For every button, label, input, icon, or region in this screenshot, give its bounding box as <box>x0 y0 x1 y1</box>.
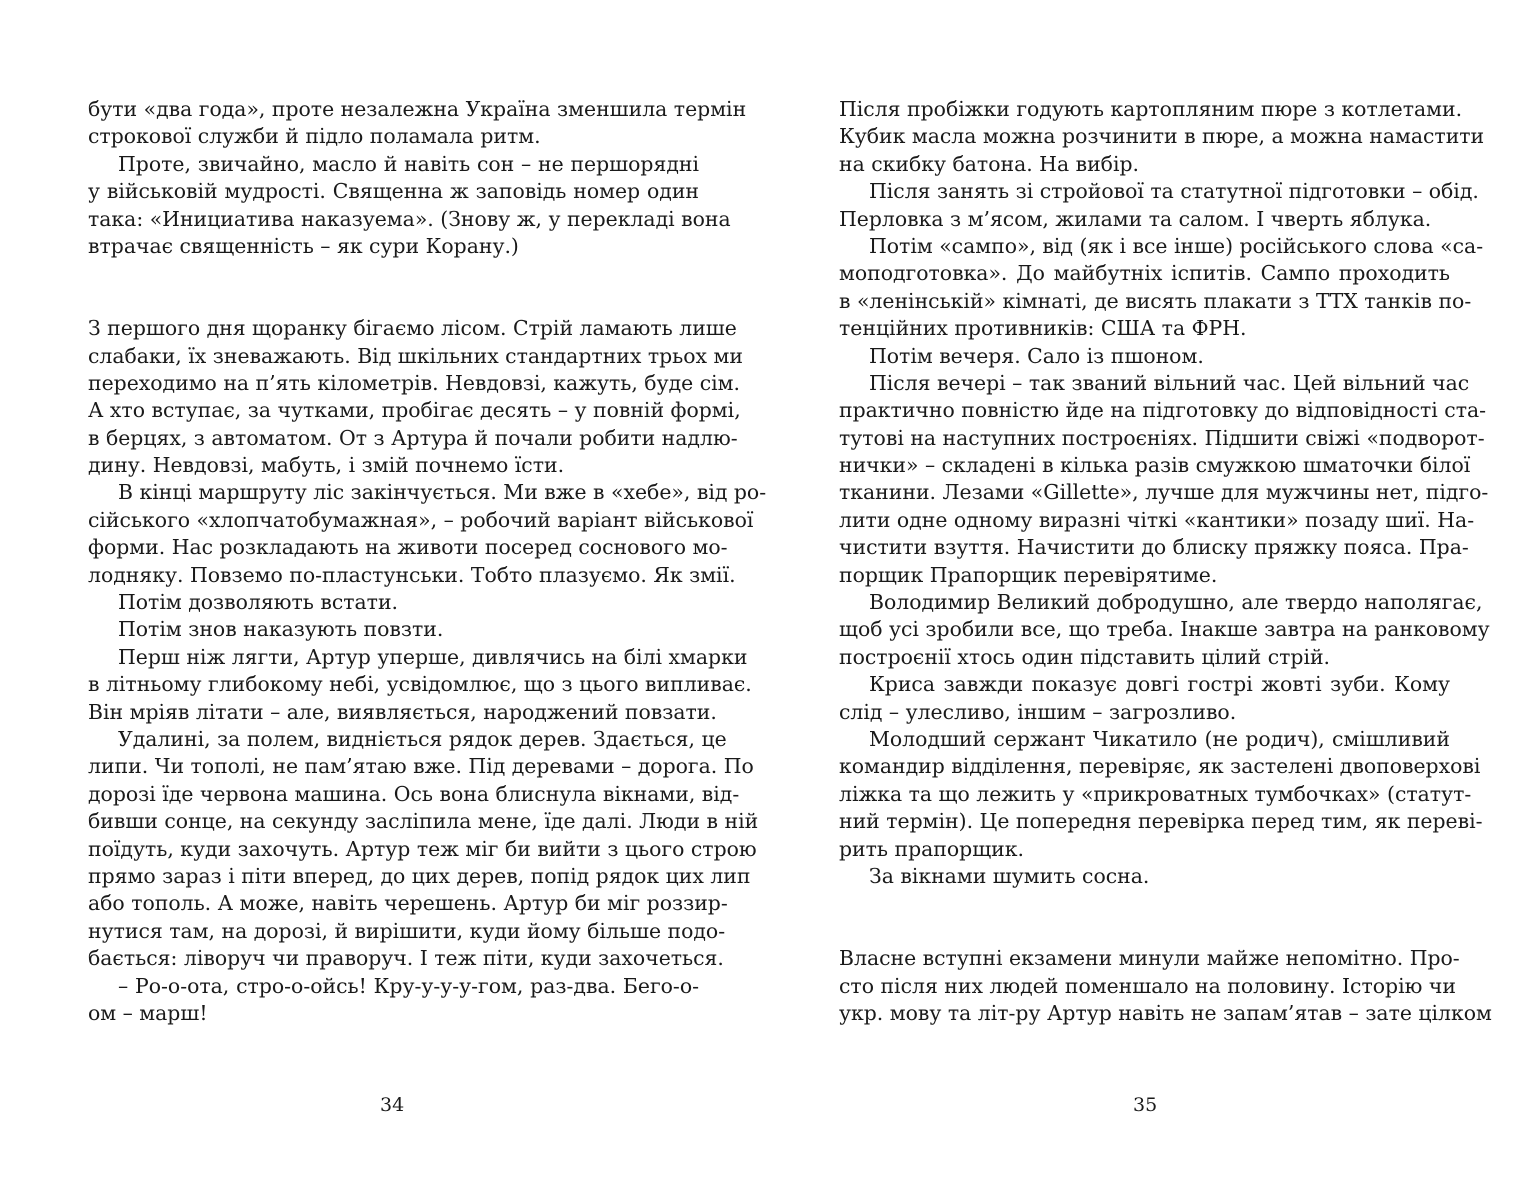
text-line: втрачає священність – як сури Корану.) <box>88 233 519 258</box>
page-number: 35 <box>1133 1094 1158 1116</box>
text-line: нички» – складені в кілька разів смужкою шматочки білої <box>839 453 1471 478</box>
text-line: Потім «сампо», від (як і все інше) російського слова «са- <box>869 233 1484 258</box>
text-line: або тополь. А може, навіть черешень. Артур би міг роззир- <box>88 891 728 916</box>
text-line: бути «два года», проте незалежна Україна зменшила термін <box>88 97 747 121</box>
text-line: В кінці маршруту ліс закінчується. Ми вже в «хебе», від ро- <box>118 480 767 505</box>
right-page <box>768 0 1536 1182</box>
text-line: дину. Невдовзі, мабуть, і змій почнемо їсти. <box>88 453 565 478</box>
text-line: бивши сонце, на секунду засліпила мене, їде далі. Люди в ній <box>88 809 759 834</box>
text-line: Потім дозволяють встати. <box>118 590 399 615</box>
section-break <box>839 918 1450 945</box>
text-line: переходимо на п’ять кілометрів. Невдовзі, кажуть, буде сім. <box>88 370 740 395</box>
text-line: Перш ніж лягти, Артур уперше, дивлячись на білі хмарки <box>118 644 748 669</box>
text-line: поїдуть, куди захочуть. Артур теж міг би вийти з цього строю <box>88 836 757 861</box>
text-line: нутися там, на дорозі, й вирішити, куди йому більше подо- <box>88 918 726 943</box>
text-line: ліжка та що лежить у «прикроватных тумбочках» (статут- <box>839 781 1472 806</box>
text-line: Удалині, за полем, видніється рядок дерев. Здається, це <box>118 726 727 751</box>
text-line: щоб усі зробили все, що треба. Інакше завтра на ранковому <box>839 617 1490 642</box>
right-page-text <box>839 96 1492 1027</box>
text-line: лити одне одному виразні чіткі «кантики» позаду шиї. На- <box>839 507 1475 532</box>
text-line: Він мріяв літати – але, виявляється, народжений повзати. <box>88 699 717 724</box>
text-line: рить прапорщик. <box>839 836 1024 861</box>
text-line: в літньому глибокому небі, усвідомлює, що з цього випливає. <box>88 672 752 697</box>
text-line: слід – улесливо, іншим – загрозливо. <box>839 699 1237 724</box>
text-line: Проте, звичайно, масло й навіть сон – не першорядні <box>118 151 699 176</box>
text-line: дорозі їде червона машина. Ось вона блиснула вікнами, від- <box>88 781 740 806</box>
text-line: Перловка з м’ясом, жилами та салом. І чверть яблука. <box>839 206 1432 231</box>
text-line: Після пробіжки годують картопляним пюре з котлетами. <box>839 97 1463 121</box>
text-line: тканини. Лезами «Gillette», лучше для мужчины нет, підго- <box>839 480 1489 505</box>
text-line: прямо зараз і піти вперед, до цих дерев, попід рядок цих лип <box>88 863 751 888</box>
text-line: в берцях, з автоматом. От з Артура й почали робити надлю- <box>88 425 738 450</box>
text-line: З першого дня щоранку бігаємо лісом. Стрій ламають лише <box>88 316 737 341</box>
text-line: сійського «хлопчатобумажная», – робочий варіант військової <box>88 507 754 532</box>
text-line: порщик Прапорщик перевірятиме. <box>839 562 1218 587</box>
text-line: – Ро-о-ота, стро-о-ойсь! Кру-у-у-у-гом, раз-два. Бего-о- <box>118 973 699 998</box>
text-line: на скибку батона. На вибір. <box>839 151 1140 176</box>
text-line: Після вечері – так званий вільний час. Цей вільний час <box>869 370 1470 395</box>
section-break <box>839 890 1450 917</box>
text-line: лодняку. Повземо по-пластунськи. Тобто плазуємо. Як змії. <box>88 562 736 587</box>
text-line: моподготовка». До майбутніх іспитів. Сампо проходить <box>839 261 1450 286</box>
text-line: така: «Инициатива наказуема». (Знову ж, у перекладі вона <box>88 206 731 231</box>
text-line: Кубик масла можна розчинити в пюре, а можна намастити <box>839 124 1485 149</box>
text-line: строкової служби й підло поламала ритм. <box>88 124 541 149</box>
text-line: ний термін). Це попередня перевірка перед тим, як переві- <box>839 809 1483 834</box>
text-line: тенційних противників: США та ФРН. <box>839 316 1247 341</box>
text-line: Власне вступні екзамени минули майже непомітно. Про- <box>839 946 1460 971</box>
text-line: слабаки, їх зневажають. Від шкільних стандартних трьох ми <box>88 343 743 368</box>
text-line: ом – марш! <box>88 1000 208 1025</box>
text-line: Потім вечеря. Сало із пшоном. <box>869 343 1204 368</box>
text-line: Після занять зі стройової та статутної підготовки – обід. <box>869 179 1479 204</box>
text-line: чистити взуття. Начистити до блиску пряжку пояса. Пра- <box>839 535 1469 560</box>
section-break <box>88 288 699 315</box>
text-line: у військовій мудрості. Священна ж заповідь номер один <box>88 179 699 204</box>
text-line: За вікнами шумить сосна. <box>869 863 1150 888</box>
text-line: тутові на наступних построєніях. Підшити свіжі «подворот- <box>839 425 1485 450</box>
section-break <box>88 260 699 287</box>
text-line: форми. Нас розкладають на животи посеред соснового мо- <box>88 535 728 560</box>
text-line: бається: ліворуч чи праворуч. І теж піти, куди захочеться. <box>88 946 724 971</box>
text-line: практично повністю йде на підготовку до відповідності ста- <box>839 398 1487 423</box>
text-line: укр. мову та літ-ру Артур навіть не запам’ятав – зате цілком <box>839 1000 1492 1025</box>
text-line: командир відділення, перевіряє, як застелені двоповерхові <box>839 754 1481 779</box>
page-number: 34 <box>380 1094 405 1116</box>
left-page-text <box>88 96 767 1027</box>
text-line: Молодший сержант Чикатило (не родич), смішливий <box>869 726 1450 751</box>
text-line: сто після них людей поменшало на половину. Історію чи <box>839 973 1456 998</box>
text-line: в «ленінській» кімнаті, де висять плакати з ТТХ танків по- <box>839 288 1472 313</box>
text-line: Криса завжди показує довгі гострі жовті зуби. Кому <box>869 672 1450 697</box>
text-line: липи. Чи тополі, не пам’ятаю вже. Під деревами – дорога. По <box>88 754 754 779</box>
text-line: Володимир Великий добродушно, але твердо наполягає, <box>869 590 1483 615</box>
text-line: Потім знов наказують повзти. <box>118 617 444 642</box>
text-line: построєнії хтось один підставить цілий стрій. <box>839 644 1331 669</box>
text-line: А хто вступає, за чутками, пробігає десять – у повній формі, <box>88 398 741 423</box>
